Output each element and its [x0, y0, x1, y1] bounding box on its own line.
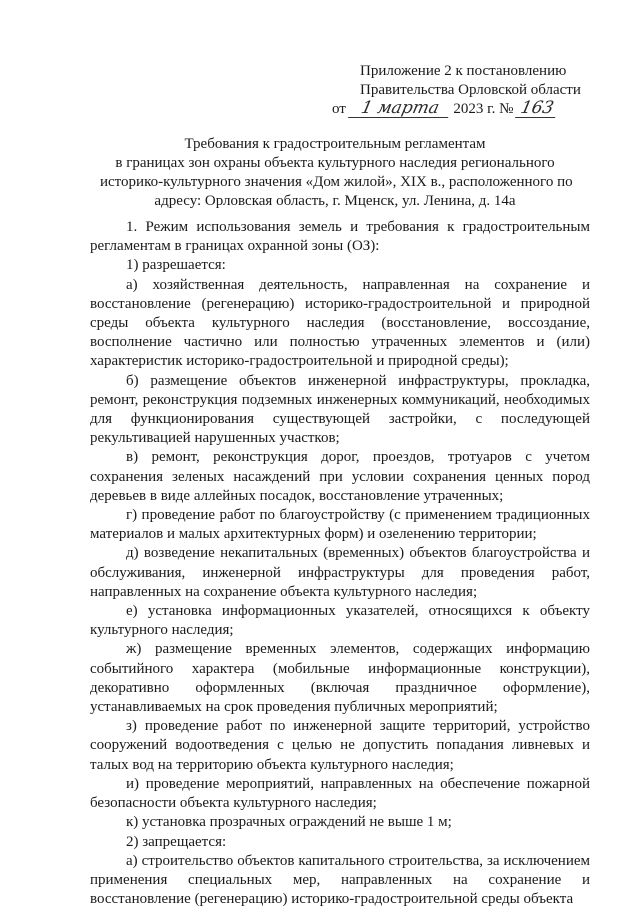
- document-title: [100, 135, 573, 211]
- title-line: адресу: Орловская область, г. Мценск, ул. Ленина, д. 14а: [154, 193, 516, 209]
- list-item: а) строительство объектов капитального строительства, за исключением применения специальных мер, направленных на сохранение и восстановление (регенерацию) историко-градостроительной среды объекта: [90, 852, 590, 908]
- subsection-allowed: 1) разрешается:: [126, 257, 226, 274]
- list-item: б) размещение объектов инженерной инфраструктуры, прокладка, ремонт, реконструкция подземных инженерных коммуникаций, необходимых для функционирования существующей застройки, с последующей рекультивацией нарушенных участков;: [90, 372, 590, 447]
- appendix-line-1: Приложение 2 к постановлению: [360, 63, 567, 79]
- list-item: ж) размещение временных элементов, содержащих информацию событийного характера (мобильные информационные конструкции), декоративно оформленных (включая праздничное оформление), устанавливаемых на срок проведения публичных мероприятий;: [90, 641, 590, 716]
- list-item: з) проведение работ по инженерной защите территорий, устройство сооружений водоотведения с целью не допустить попадания ливневых и талых вод на территорию объекта культурного наследия;: [90, 718, 590, 773]
- list-item: к) установка прозрачных ограждений не выше 1 м;: [126, 814, 452, 831]
- title-line: в границах зон охраны объекта культурного наследия регионального: [115, 155, 555, 171]
- year-label: 2023 г. №: [453, 101, 514, 117]
- title-line: историко-культурного значения «Дом жилой», XIX в., расположенного по: [100, 174, 573, 190]
- from-label: от: [332, 101, 346, 117]
- section-heading: 1. Режим использования земель и требования к градостроительным регламентам в границах охранной зоны (ОЗ):: [90, 219, 590, 255]
- list-item: а) хозяйственная деятельность, направленная на сохранение и восстановление (регенерацию) историко-градостроительной и природной среды объекта культурного наследия (восстановление, воссоздание, восполнение частично или полностью утраченных элементов и (или) характеристик историко-градостроительной и природной среды);: [90, 276, 590, 370]
- handwritten-number: 163: [515, 100, 559, 118]
- list-item: е) установка информационных указателей, относящихся к объекту культурного наследия;: [90, 603, 590, 639]
- list-item: г) проведение работ по благоустройству (с применением традиционных материалов и малых архитектурных форм) и озеленению территории;: [90, 507, 590, 543]
- list-item: д) возведение некапитальных (временных) объектов благоустройства и обслуживания, инженерной инфраструктуры для проведения работ, направленных на сохранение объекта культурного наследия;: [90, 545, 590, 600]
- title-line: Требования к градостроительным регламентам: [184, 136, 486, 152]
- appendix-date-line: [332, 100, 592, 119]
- document-body: [90, 218, 590, 909]
- list-item: и) проведение мероприятий, направленных на обеспечение пожарной безопасности объекта культурного наследия;: [90, 775, 590, 812]
- appendix-line-2: Правительства Орловской области: [360, 82, 581, 98]
- handwritten-date: 1 марта: [348, 100, 452, 118]
- appendix-header: [332, 62, 592, 119]
- list-item: в) ремонт, реконструкция дорог, проездов, тротуаров с учетом сохранения зеленых насаждений при условии сохранения ценных пород деревьев в виде аллейных посадок, восстановление утраченных;: [90, 449, 590, 504]
- subsection-prohibited: 2) запрещается:: [126, 833, 227, 850]
